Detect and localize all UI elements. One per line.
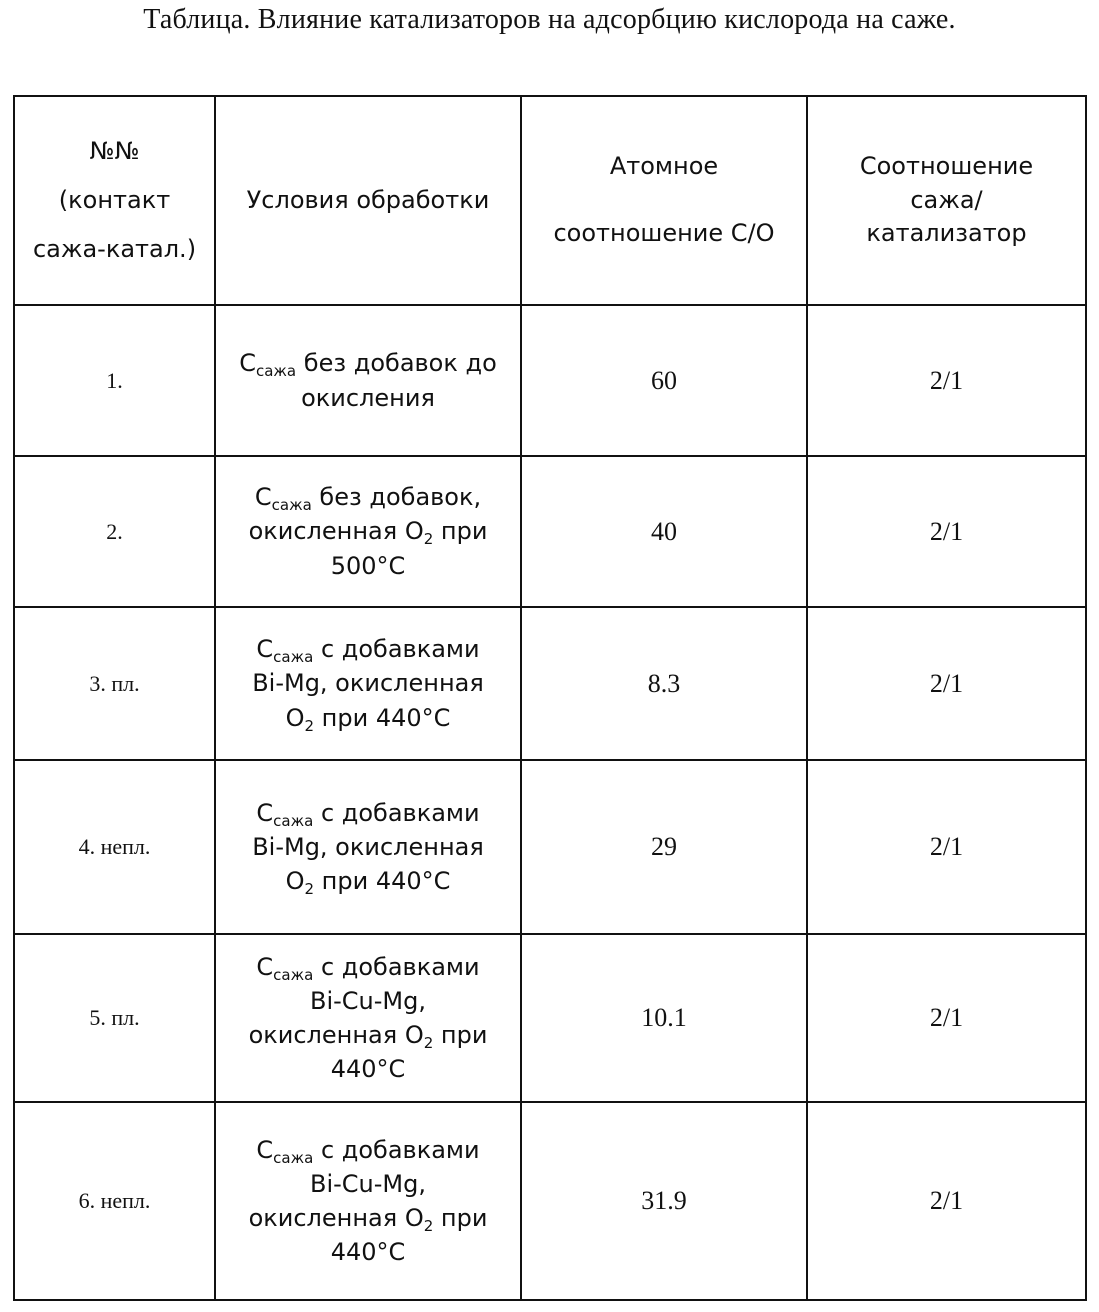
table-row	[14, 305, 1086, 456]
header-ratio-line1: Соотношение	[859, 152, 1034, 181]
row-atomic-ratio: 40	[521, 456, 807, 607]
header-number	[14, 96, 215, 305]
carbon-symbol: С	[239, 349, 256, 378]
oxygen-symbol: О	[404, 1204, 424, 1232]
row-conditions: $С_{сажа}$ с добавками Bi-Mg, окисленная $О_2$ при 440°С	[215, 607, 521, 760]
oxygen-symbol: О	[285, 867, 305, 896]
header-conditions	[215, 96, 521, 305]
carbon-symbol: С	[256, 798, 274, 827]
row-conditions: $С_{сажа}$ с добавками Bi-Cu-Mg, окисленная $О_2$ при 440°С	[215, 1102, 521, 1300]
row-number: 3. пл.	[14, 607, 215, 760]
table-row	[14, 456, 1086, 607]
table-row	[14, 934, 1086, 1102]
carbon-symbol: С	[256, 1135, 274, 1164]
carbon-subscript: сажа	[273, 965, 314, 984]
table-row	[14, 607, 1086, 760]
oxygen-subscript: 2	[423, 1217, 434, 1235]
row-conditions: $С_{сажа}$ без добавок до окисления	[215, 305, 521, 456]
row-soot-catalyst-ratio: 2/1	[807, 934, 1086, 1102]
header-ratio-line3: катализатор	[866, 219, 1027, 248]
row-conditions: $С_{сажа}$ с добавками Bi-Mg, окисленная $О_2$ при 440°С	[215, 760, 521, 934]
catalyst-table	[13, 95, 1087, 1301]
row-soot-catalyst-ratio: 2/1	[807, 456, 1086, 607]
row-atomic-ratio: 60	[521, 305, 807, 456]
row-number: 6. непл.	[14, 1102, 215, 1300]
oxygen-symbol: О	[285, 703, 305, 732]
row-conditions: $С_{сажа}$ с добавками Bi-Cu-Mg, окисленная $О_2$ при 440°С	[215, 934, 521, 1102]
header-row	[14, 96, 1086, 305]
carbon-subscript: сажа	[273, 811, 314, 830]
header-ratio-line2: сажа/	[910, 185, 983, 214]
carbon-symbol: С	[256, 635, 274, 664]
row-soot-catalyst-ratio: 2/1	[807, 305, 1086, 456]
oxygen-symbol: О	[404, 517, 424, 546]
oxygen-subscript: 2	[423, 1034, 434, 1052]
header-number-line3: сажа-катал.)	[32, 235, 197, 264]
carbon-subscript: сажа	[273, 648, 314, 667]
row-number: 5. пл.	[14, 934, 215, 1102]
oxygen-subscript: 2	[304, 716, 315, 735]
header-soot-catalyst-ratio	[807, 96, 1086, 305]
oxygen-symbol: О	[404, 1021, 424, 1049]
carbon-subscript: сажа	[255, 362, 297, 381]
row-number: 2.	[14, 456, 215, 607]
row-number: 4. непл.	[14, 760, 215, 934]
carbon-subscript: сажа	[271, 496, 312, 515]
header-atomic-line2: соотношение С/О	[553, 219, 775, 248]
header-conditions-label: Условия обработки	[246, 185, 490, 214]
table-row	[14, 760, 1086, 934]
row-atomic-ratio: 8.3	[521, 607, 807, 760]
oxygen-subscript: 2	[304, 880, 315, 899]
header-atomic-ratio	[521, 96, 807, 305]
row-conditions: $С_{сажа}$ без добавок, окисленная $О_2$ при 500°С	[215, 456, 521, 607]
row-atomic-ratio: 31.9	[521, 1102, 807, 1300]
table-caption: Таблица. Влияние катализаторов на адсорбцию кислорода на саже.	[143, 4, 956, 35]
row-number: 1.	[14, 305, 215, 456]
header-number-line2: (контакт	[58, 185, 171, 214]
header-number-line1: №№	[89, 136, 140, 165]
row-atomic-ratio: 29	[521, 760, 807, 934]
header-atomic-line1: Атомное	[609, 152, 719, 181]
table-row	[14, 1102, 1086, 1300]
row-soot-catalyst-ratio: 2/1	[807, 760, 1086, 934]
carbon-symbol: С	[256, 952, 274, 981]
row-soot-catalyst-ratio: 2/1	[807, 607, 1086, 760]
carbon-symbol: С	[254, 483, 272, 512]
row-atomic-ratio: 10.1	[521, 934, 807, 1102]
carbon-subscript: сажа	[273, 1148, 314, 1167]
row-soot-catalyst-ratio: 2/1	[807, 1102, 1086, 1300]
oxygen-subscript: 2	[423, 530, 434, 549]
